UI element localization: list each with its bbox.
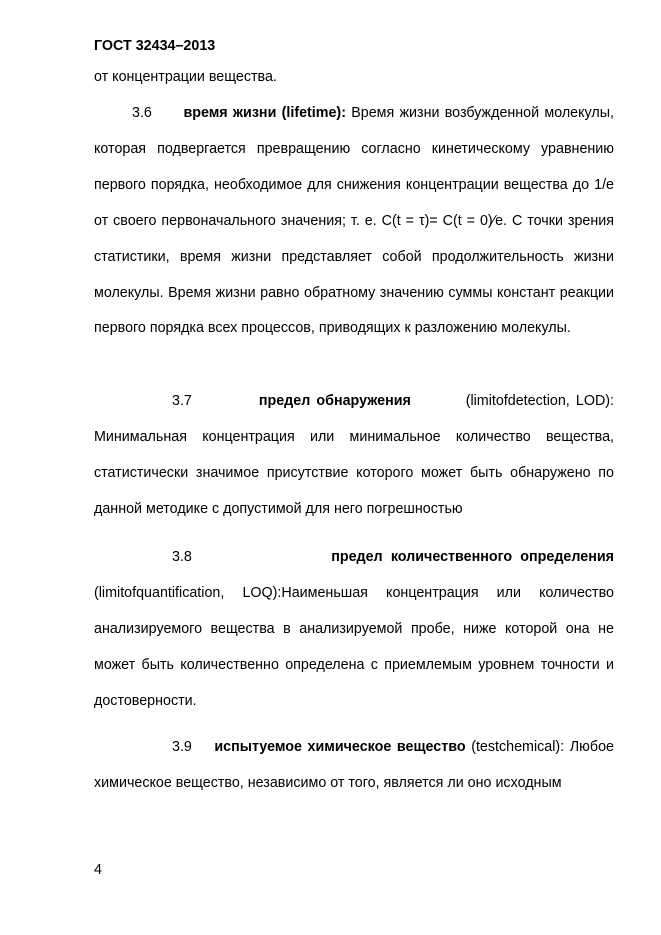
clause-number: 3.9 xyxy=(172,739,192,755)
term-title: предел количественного определения xyxy=(331,549,614,565)
term-title: время жизни (lifetime): xyxy=(183,105,346,121)
clause-number: 3.6 xyxy=(132,105,152,121)
clause-number: 3.7 xyxy=(172,393,192,409)
paragraph-continuation xyxy=(94,60,614,96)
paragraph-3-6 xyxy=(94,96,614,347)
standard-header: ГОСТ 32434–2013 xyxy=(94,38,216,54)
term-english: (limitofdetection, LOD): xyxy=(465,393,614,409)
definition-text: Любое химическое вещество, независимо от того, является ли оно исходным xyxy=(94,739,614,791)
paragraph-3-8 xyxy=(94,540,614,720)
definition-text: Время жизни возбужденной молекулы, которая подвергается превращению согласно кинетическому уравнению первого порядка, необходимое для снижения концентрации вещества до 1/е от своего первоначального значения; т. е. C(t = τ)= C(t = 0)⁄e. С точки зрения статистики, время жизни представляет собой продолжительность жизни молекулы. Время жизни равно обратному значению суммы констант реакции первого порядка всех процессов, приводящих к разложению молекулы. xyxy=(94,105,614,337)
term-english: (limitofquantification, LOQ): xyxy=(94,584,282,601)
term-title: предел обнаружения xyxy=(258,393,411,409)
definition-text: Наименьшая концентрация или количество анализируемого вещества в анализируемой пробе, ниже которой она не может быть количественно определена с приемлемым уровнем точности и достоверности. xyxy=(94,584,614,709)
paragraph-3-9 xyxy=(94,730,614,802)
term-english: (testchemical): xyxy=(471,739,565,755)
paragraph-3-7 xyxy=(94,384,614,528)
definition-text: Минимальная концентрация или минимальное количество вещества, статистически значимое присутствие которого может быть обнаружено по данной методике с допустимой для него погрешностью xyxy=(94,428,614,517)
page-number: 4 xyxy=(94,862,102,878)
term-title: испытуемое химическое вещество xyxy=(214,739,466,755)
continuation-text: от концентрации вещества. xyxy=(94,69,277,85)
clause-number: 3.8 xyxy=(172,549,192,565)
